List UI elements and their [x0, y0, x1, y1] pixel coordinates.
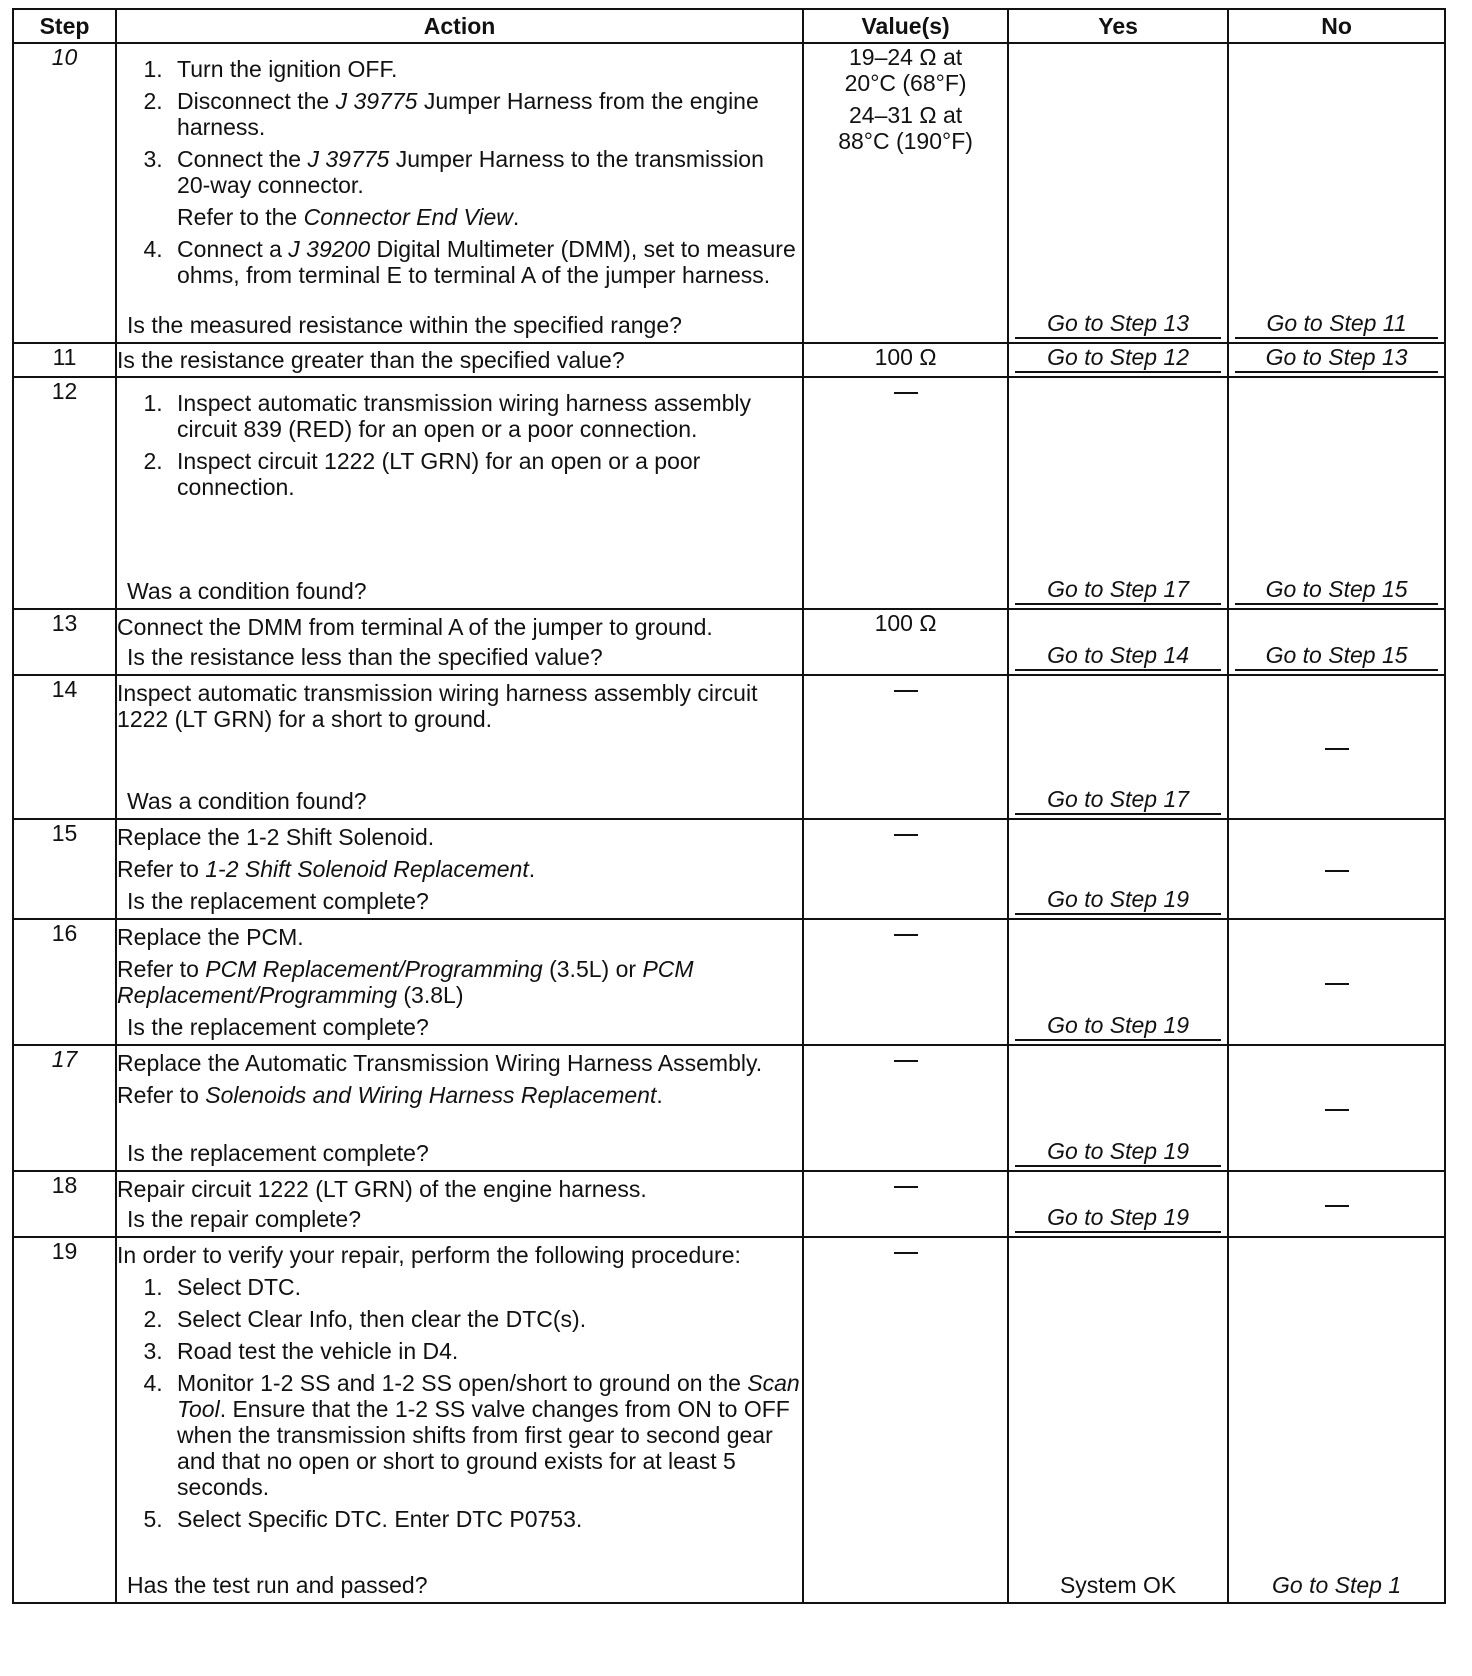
- question: Is the replacement complete?: [127, 1014, 429, 1040]
- intro-text: In order to verify your repair, perform the following procedure:: [117, 1242, 741, 1268]
- diagnostic-table: [12, 8, 1446, 1604]
- list-item: 1. Turn the ignition OFF.: [169, 56, 802, 82]
- list-item: 2. Select Clear Info, then clear the DTC(s).: [169, 1306, 802, 1332]
- step-number: 14: [13, 675, 116, 819]
- yes-cell: [1008, 919, 1228, 1045]
- question: Is the replacement complete?: [127, 1140, 429, 1166]
- yes-cell: [1008, 819, 1228, 919]
- dash-icon: [894, 934, 918, 936]
- step-number: 15: [13, 819, 116, 919]
- yes-cell: [1008, 43, 1228, 343]
- procedure-list: [117, 56, 802, 288]
- action-cell: [116, 343, 803, 377]
- no-cell: [1228, 609, 1445, 675]
- goto-link[interactable]: Go to Step 15: [1235, 576, 1438, 605]
- step-number: 11: [13, 343, 116, 377]
- no-cell: [1228, 343, 1445, 377]
- value-cell: [803, 819, 1008, 919]
- goto-link[interactable]: Go to Step 19: [1015, 1138, 1221, 1167]
- system-ok-text: System OK: [1059, 1572, 1177, 1598]
- step-number: 16: [13, 919, 116, 1045]
- table-row: [13, 1045, 1445, 1171]
- list-item: 4. Connect a J 39200 Digital Multimeter (DMM), set to measure ohms, from terminal E to terminal A of the jumper harness.: [169, 236, 802, 288]
- yes-cell: [1008, 609, 1228, 675]
- question: Was a condition found?: [127, 788, 367, 814]
- table-row: [13, 377, 1445, 609]
- value-cell: 100 Ω: [803, 609, 1008, 675]
- value-line: 88°C (190°F): [838, 128, 973, 154]
- question: Has the test run and passed?: [127, 1572, 428, 1598]
- table-row: [13, 919, 1445, 1045]
- action-cell: [116, 43, 803, 343]
- no-cell: [1228, 819, 1445, 919]
- reference-line: Refer to 1-2 Shift Solenoid Replacement.: [117, 856, 536, 882]
- step-number: 10: [13, 43, 116, 343]
- yes-cell: [1008, 1237, 1228, 1603]
- action-cell: [116, 377, 803, 609]
- dash-icon: [894, 1186, 918, 1188]
- no-cell: [1228, 377, 1445, 609]
- dash-icon: [894, 1060, 918, 1062]
- value-line: 24–31 Ω at: [849, 102, 963, 128]
- list-item: 2. Inspect circuit 1222 (LT GRN) for an open or a poor connection.: [169, 448, 802, 500]
- question: Is the replacement complete?: [127, 888, 429, 914]
- goto-link[interactable]: Go to Step 12: [1015, 344, 1221, 373]
- value-line: 19–24 Ω at: [849, 44, 963, 70]
- question: Was a condition found?: [127, 578, 367, 604]
- no-cell: [1228, 1045, 1445, 1171]
- question: Is the measured resistance within the specified range?: [127, 312, 682, 338]
- value-line: 20°C (68°F): [844, 70, 967, 96]
- step-number: 12: [13, 377, 116, 609]
- action-cell: [116, 1237, 803, 1603]
- list-item: 2. Disconnect the J 39775 Jumper Harness from the engine harness.: [169, 88, 802, 140]
- action-line: Replace the Automatic Transmission Wiring Harness Assembly.: [117, 1050, 763, 1076]
- dash-icon: [1325, 983, 1349, 985]
- dash-icon: [1325, 1109, 1349, 1111]
- list-item: 3. Connect the J 39775 Jumper Harness to the transmission 20-way connector. Refer to the Connector End View.: [169, 146, 802, 230]
- table-row: [13, 1171, 1445, 1237]
- table-row: [13, 1237, 1445, 1603]
- value-cell: [803, 1171, 1008, 1237]
- action-cell: [116, 609, 803, 675]
- action-cell: [116, 919, 803, 1045]
- value-cell: 100 Ω: [803, 343, 1008, 377]
- yes-cell: [1008, 343, 1228, 377]
- table-row: [13, 819, 1445, 919]
- procedure-list: [117, 390, 802, 500]
- reference-line: Refer to the Connector End View.: [177, 204, 520, 230]
- step-number: 17: [13, 1045, 116, 1171]
- goto-link[interactable]: Go to Step 13: [1015, 310, 1221, 339]
- list-item: 3. Road test the vehicle in D4.: [169, 1338, 802, 1364]
- value-cell: [803, 1237, 1008, 1603]
- question: Is the resistance less than the specified value?: [127, 644, 603, 670]
- no-cell: [1228, 1171, 1445, 1237]
- dash-icon: [894, 1252, 918, 1254]
- value-cell: [803, 43, 1008, 343]
- dash-icon: [894, 834, 918, 836]
- value-cell: [803, 1045, 1008, 1171]
- value-cell: [803, 919, 1008, 1045]
- header-values: Value(s): [803, 9, 1008, 43]
- no-cell: [1228, 675, 1445, 819]
- goto-link[interactable]: Go to Step 19: [1015, 886, 1221, 915]
- no-cell: [1228, 919, 1445, 1045]
- value-cell: [803, 675, 1008, 819]
- list-item: 1. Inspect automatic transmission wiring harness assembly circuit 839 (RED) for an open or a poor connection.: [169, 390, 802, 442]
- reference-line: Refer to Solenoids and Wiring Harness Replacement.: [117, 1082, 663, 1108]
- list-item: 1. Select DTC.: [169, 1274, 802, 1300]
- action-cell: [116, 819, 803, 919]
- goto-link[interactable]: Go to Step 19: [1015, 1204, 1221, 1233]
- dash-icon: [1325, 748, 1349, 750]
- goto-link[interactable]: Go to Step 15: [1235, 642, 1438, 671]
- header-yes: Yes: [1008, 9, 1228, 43]
- no-cell: [1228, 1237, 1445, 1603]
- action-line: Repair circuit 1222 (LT GRN) of the engine harness.: [117, 1176, 647, 1202]
- dash-icon: [1325, 1205, 1349, 1207]
- goto-link[interactable]: Go to Step 13: [1235, 344, 1438, 373]
- yes-cell: [1008, 1171, 1228, 1237]
- action-line: Connect the DMM from terminal A of the jumper to ground.: [117, 614, 713, 640]
- header-action: Action: [116, 9, 803, 43]
- goto-link[interactable]: Go to Step 19: [1015, 1012, 1221, 1041]
- step-number: 13: [13, 609, 116, 675]
- no-cell: [1228, 43, 1445, 343]
- header-step: Step: [13, 9, 116, 43]
- table-row: [13, 343, 1445, 377]
- action-cell: [116, 675, 803, 819]
- table-row: [13, 609, 1445, 675]
- table-row: [13, 675, 1445, 819]
- value-cell: [803, 377, 1008, 609]
- action-line: Inspect automatic transmission wiring harness assembly circuit 1222 (LT GRN) for a short to ground.: [117, 680, 758, 732]
- action-line: Replace the 1-2 Shift Solenoid.: [117, 824, 435, 850]
- action-cell: [116, 1045, 803, 1171]
- yes-cell: [1008, 377, 1228, 609]
- header-row: [13, 9, 1445, 43]
- yes-cell: [1008, 675, 1228, 819]
- step-number: 19: [13, 1237, 116, 1603]
- header-no: No: [1228, 9, 1445, 43]
- goto-link[interactable]: Go to Step 14: [1015, 642, 1221, 671]
- goto-link[interactable]: Go to Step 1: [1272, 1572, 1402, 1598]
- goto-link[interactable]: Go to Step 17: [1015, 576, 1221, 605]
- list-item: 4. Monitor 1-2 SS and 1-2 SS open/short to ground on the Scan Tool. Ensure that the 1-2 SS valve changes from ON to OFF when the transmission shifts from first gear to second gear and that no open or short to ground exists for at least 5 seconds.: [169, 1370, 802, 1500]
- action-line: Replace the PCM.: [117, 924, 304, 950]
- dash-icon: [1325, 870, 1349, 872]
- table-row: [13, 43, 1445, 343]
- action-cell: [116, 1171, 803, 1237]
- yes-cell: [1008, 1045, 1228, 1171]
- question: Is the repair complete?: [127, 1206, 361, 1232]
- question: Is the resistance greater than the specified value?: [117, 347, 625, 373]
- reference-line: Refer to PCM Replacement/Programming (3.5L) or PCM Replacement/Programming (3.8L): [117, 956, 694, 1008]
- list-item: 5. Select Specific DTC. Enter DTC P0753.: [169, 1506, 802, 1532]
- step-number: 18: [13, 1171, 116, 1237]
- dash-icon: [894, 392, 918, 394]
- procedure-list: [117, 1274, 802, 1532]
- goto-link[interactable]: Go to Step 11: [1235, 310, 1438, 339]
- goto-link[interactable]: Go to Step 17: [1015, 786, 1221, 815]
- dash-icon: [894, 690, 918, 692]
